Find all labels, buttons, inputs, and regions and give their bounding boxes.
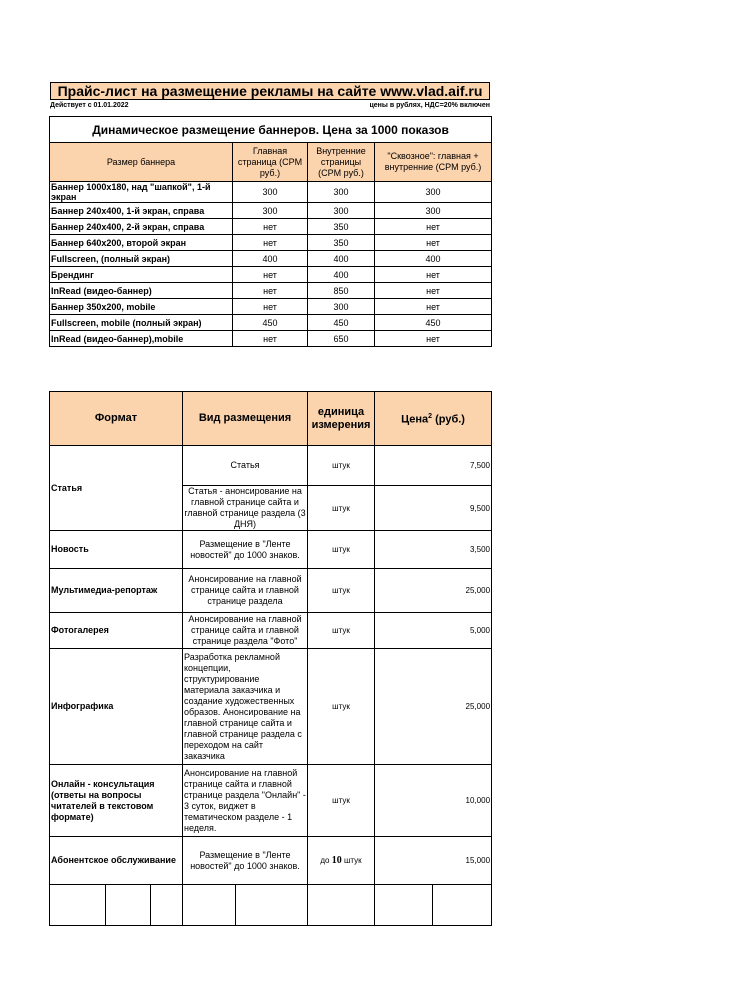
format-table-header-row — [50, 392, 492, 446]
table-row — [50, 283, 492, 299]
banner-table-caption: Динамическое размещение баннеров. Цена за 1000 показов — [50, 117, 492, 143]
unit-cell: штук — [308, 569, 375, 613]
price-main: нет — [233, 219, 308, 235]
price-through: нет — [375, 283, 492, 299]
price-through: 400 — [375, 251, 492, 267]
format-name: Онлайн - консультация (ответы на вопросы читателей в текстовом формате) — [50, 765, 183, 837]
unit-cell: штук — [308, 765, 375, 837]
banner-name: Баннер 640х200, второй экран — [50, 235, 233, 251]
price-footnote-mark: 2 — [428, 413, 433, 421]
price-main: 450 — [233, 315, 308, 331]
banner-table-caption-row — [50, 117, 492, 143]
banner-table-header-row — [50, 143, 492, 182]
price-cell: 25,000 — [375, 569, 492, 613]
price-through: нет — [375, 219, 492, 235]
price-cell: 5,000 — [375, 613, 492, 649]
price-through: 300 — [375, 182, 492, 203]
price-main: нет — [233, 299, 308, 315]
placement-description: Анонсирование на главной странице сайта и главной странице раздела — [183, 569, 308, 613]
valid-from-note: Действует с 01.01.2022 — [50, 102, 129, 109]
column-header-through: "Сквозное": главная + внутренние (CPM руб.) — [375, 143, 492, 182]
empty-row — [50, 885, 492, 926]
price-inner: 300 — [308, 299, 375, 315]
format-name: Инфографика — [50, 649, 183, 765]
placement-description: Анонсирование на главной странице сайта и главной странице раздела "Фото" — [183, 613, 308, 649]
table-row — [50, 613, 492, 649]
unit-prefix: до — [320, 856, 332, 865]
price-main: 300 — [233, 203, 308, 219]
price-cell: 7,500 — [375, 446, 492, 486]
unit-cell: штук — [308, 649, 375, 765]
price-inner: 400 — [308, 251, 375, 267]
banner-name: Баннер 240х400, 1-й экран, справа — [50, 203, 233, 219]
empty-cell — [50, 885, 106, 926]
table-row — [50, 331, 492, 347]
empty-cell — [433, 885, 492, 926]
banner-name: InRead (видео-баннер),mobile — [50, 331, 233, 347]
price-main: нет — [233, 283, 308, 299]
table-row — [50, 649, 492, 765]
unit-cell: штук — [308, 531, 375, 569]
table-row — [50, 235, 492, 251]
placement-description: Размещение в "Ленте новостей" до 1000 знаков. — [183, 837, 308, 885]
placement-description: Размещение в "Ленте новостей" до 1000 знаков. — [183, 531, 308, 569]
price-through: нет — [375, 267, 492, 283]
table-row — [50, 765, 492, 837]
price-inner: 450 — [308, 315, 375, 331]
price-main: нет — [233, 331, 308, 347]
price-cell: 25,000 — [375, 649, 492, 765]
table-row — [50, 219, 492, 235]
price-header-label: Цена — [401, 413, 429, 426]
price-main: нет — [233, 235, 308, 251]
column-header-banner-size: Размер баннера — [50, 143, 233, 182]
column-header-main-page: Главная страница (CPM руб.) — [233, 143, 308, 182]
banner-name: Баннер 240х400, 2-й экран, справа — [50, 219, 233, 235]
price-through: нет — [375, 299, 492, 315]
table-row — [50, 299, 492, 315]
price-through: 450 — [375, 315, 492, 331]
format-name: Фотогалерея — [50, 613, 183, 649]
placement-description: Анонсирование на главной странице сайта и главной странице раздела "Онлайн" - 3 суток, виджет в тематическом разделе - 1 неделя. — [183, 765, 308, 837]
banner-name: Брендинг — [50, 267, 233, 283]
table-row — [50, 531, 492, 569]
format-name: Мультимедиа-репортаж — [50, 569, 183, 613]
price-inner: 350 — [308, 219, 375, 235]
empty-cell — [375, 885, 433, 926]
column-header-placement: Вид размещения — [183, 392, 308, 446]
banner-name: InRead (видео-баннер) — [50, 283, 233, 299]
unit-cell: штук — [308, 446, 375, 486]
price-main: нет — [233, 267, 308, 283]
placement-description: Разработка рекламной концепции, структурирование материала заказчика и создание художественных образов. Анонсирование на главной странице сайта и главной странице раздела с переходом на сайт заказчика — [183, 649, 308, 765]
banner-name: Fullscreen, (полный экран) — [50, 251, 233, 267]
column-header-unit: единица измерения — [308, 392, 375, 446]
table-row — [50, 446, 492, 486]
placement-description: Статья — [183, 446, 308, 486]
unit-cell: штук — [308, 613, 375, 649]
price-inner: 850 — [308, 283, 375, 299]
banner-name: Баннер 350х200, mobile — [50, 299, 233, 315]
table-row — [50, 569, 492, 613]
price-main: 400 — [233, 251, 308, 267]
banner-price-table — [49, 116, 492, 347]
empty-cell — [183, 885, 236, 926]
table-row — [50, 203, 492, 219]
price-inner: 400 — [308, 267, 375, 283]
placement-description: Статья - анонсирование на главной странице сайта и главной странице раздела (3 ДНЯ) — [184, 486, 306, 529]
price-header-suffix: (руб.) — [432, 413, 465, 426]
format-price-table — [49, 391, 492, 926]
column-header-price — [375, 392, 492, 446]
format-name: Новость — [50, 531, 183, 569]
price-inner: 300 — [308, 182, 375, 203]
unit-cell: штук — [308, 486, 375, 531]
format-name: Абонентское обслуживание — [50, 837, 183, 885]
price-through: 300 — [375, 203, 492, 219]
empty-cell — [236, 885, 308, 926]
price-inner: 650 — [308, 331, 375, 347]
unit-cell — [308, 837, 375, 885]
price-cell: 10,000 — [375, 765, 492, 837]
column-header-inner-pages: Внутренние страницы (CPM руб.) — [308, 143, 375, 182]
table-row — [50, 315, 492, 331]
table-row — [50, 837, 492, 885]
unit-number: 10 — [331, 855, 342, 866]
banner-name: Fullscreen, mobile (полный экран) — [50, 315, 233, 331]
empty-cell — [308, 885, 375, 926]
table-row — [50, 251, 492, 267]
empty-cell — [151, 885, 183, 926]
banner-name: Баннер 1000х180, над "шапкой", 1-й экран — [50, 182, 233, 203]
price-inner: 350 — [308, 235, 375, 251]
unit-suffix: штук — [341, 856, 362, 865]
table-row — [50, 182, 492, 203]
table-row — [50, 267, 492, 283]
price-inner: 300 — [308, 203, 375, 219]
currency-note: цены в рублях, НДС=20% включен — [369, 102, 490, 109]
empty-cell — [106, 885, 151, 926]
price-list-title: Прайс-лист на размещение рекламы на сайте www.vlad.aif.ru — [50, 82, 490, 100]
price-cell: 15,000 — [375, 837, 492, 885]
price-through: нет — [375, 235, 492, 251]
column-header-format: Формат — [50, 392, 183, 446]
format-name: Статья — [50, 446, 183, 531]
price-through: нет — [375, 331, 492, 347]
price-cell: 9,500 — [375, 486, 492, 531]
price-main: 300 — [233, 182, 308, 203]
price-cell: 3,500 — [375, 531, 492, 569]
